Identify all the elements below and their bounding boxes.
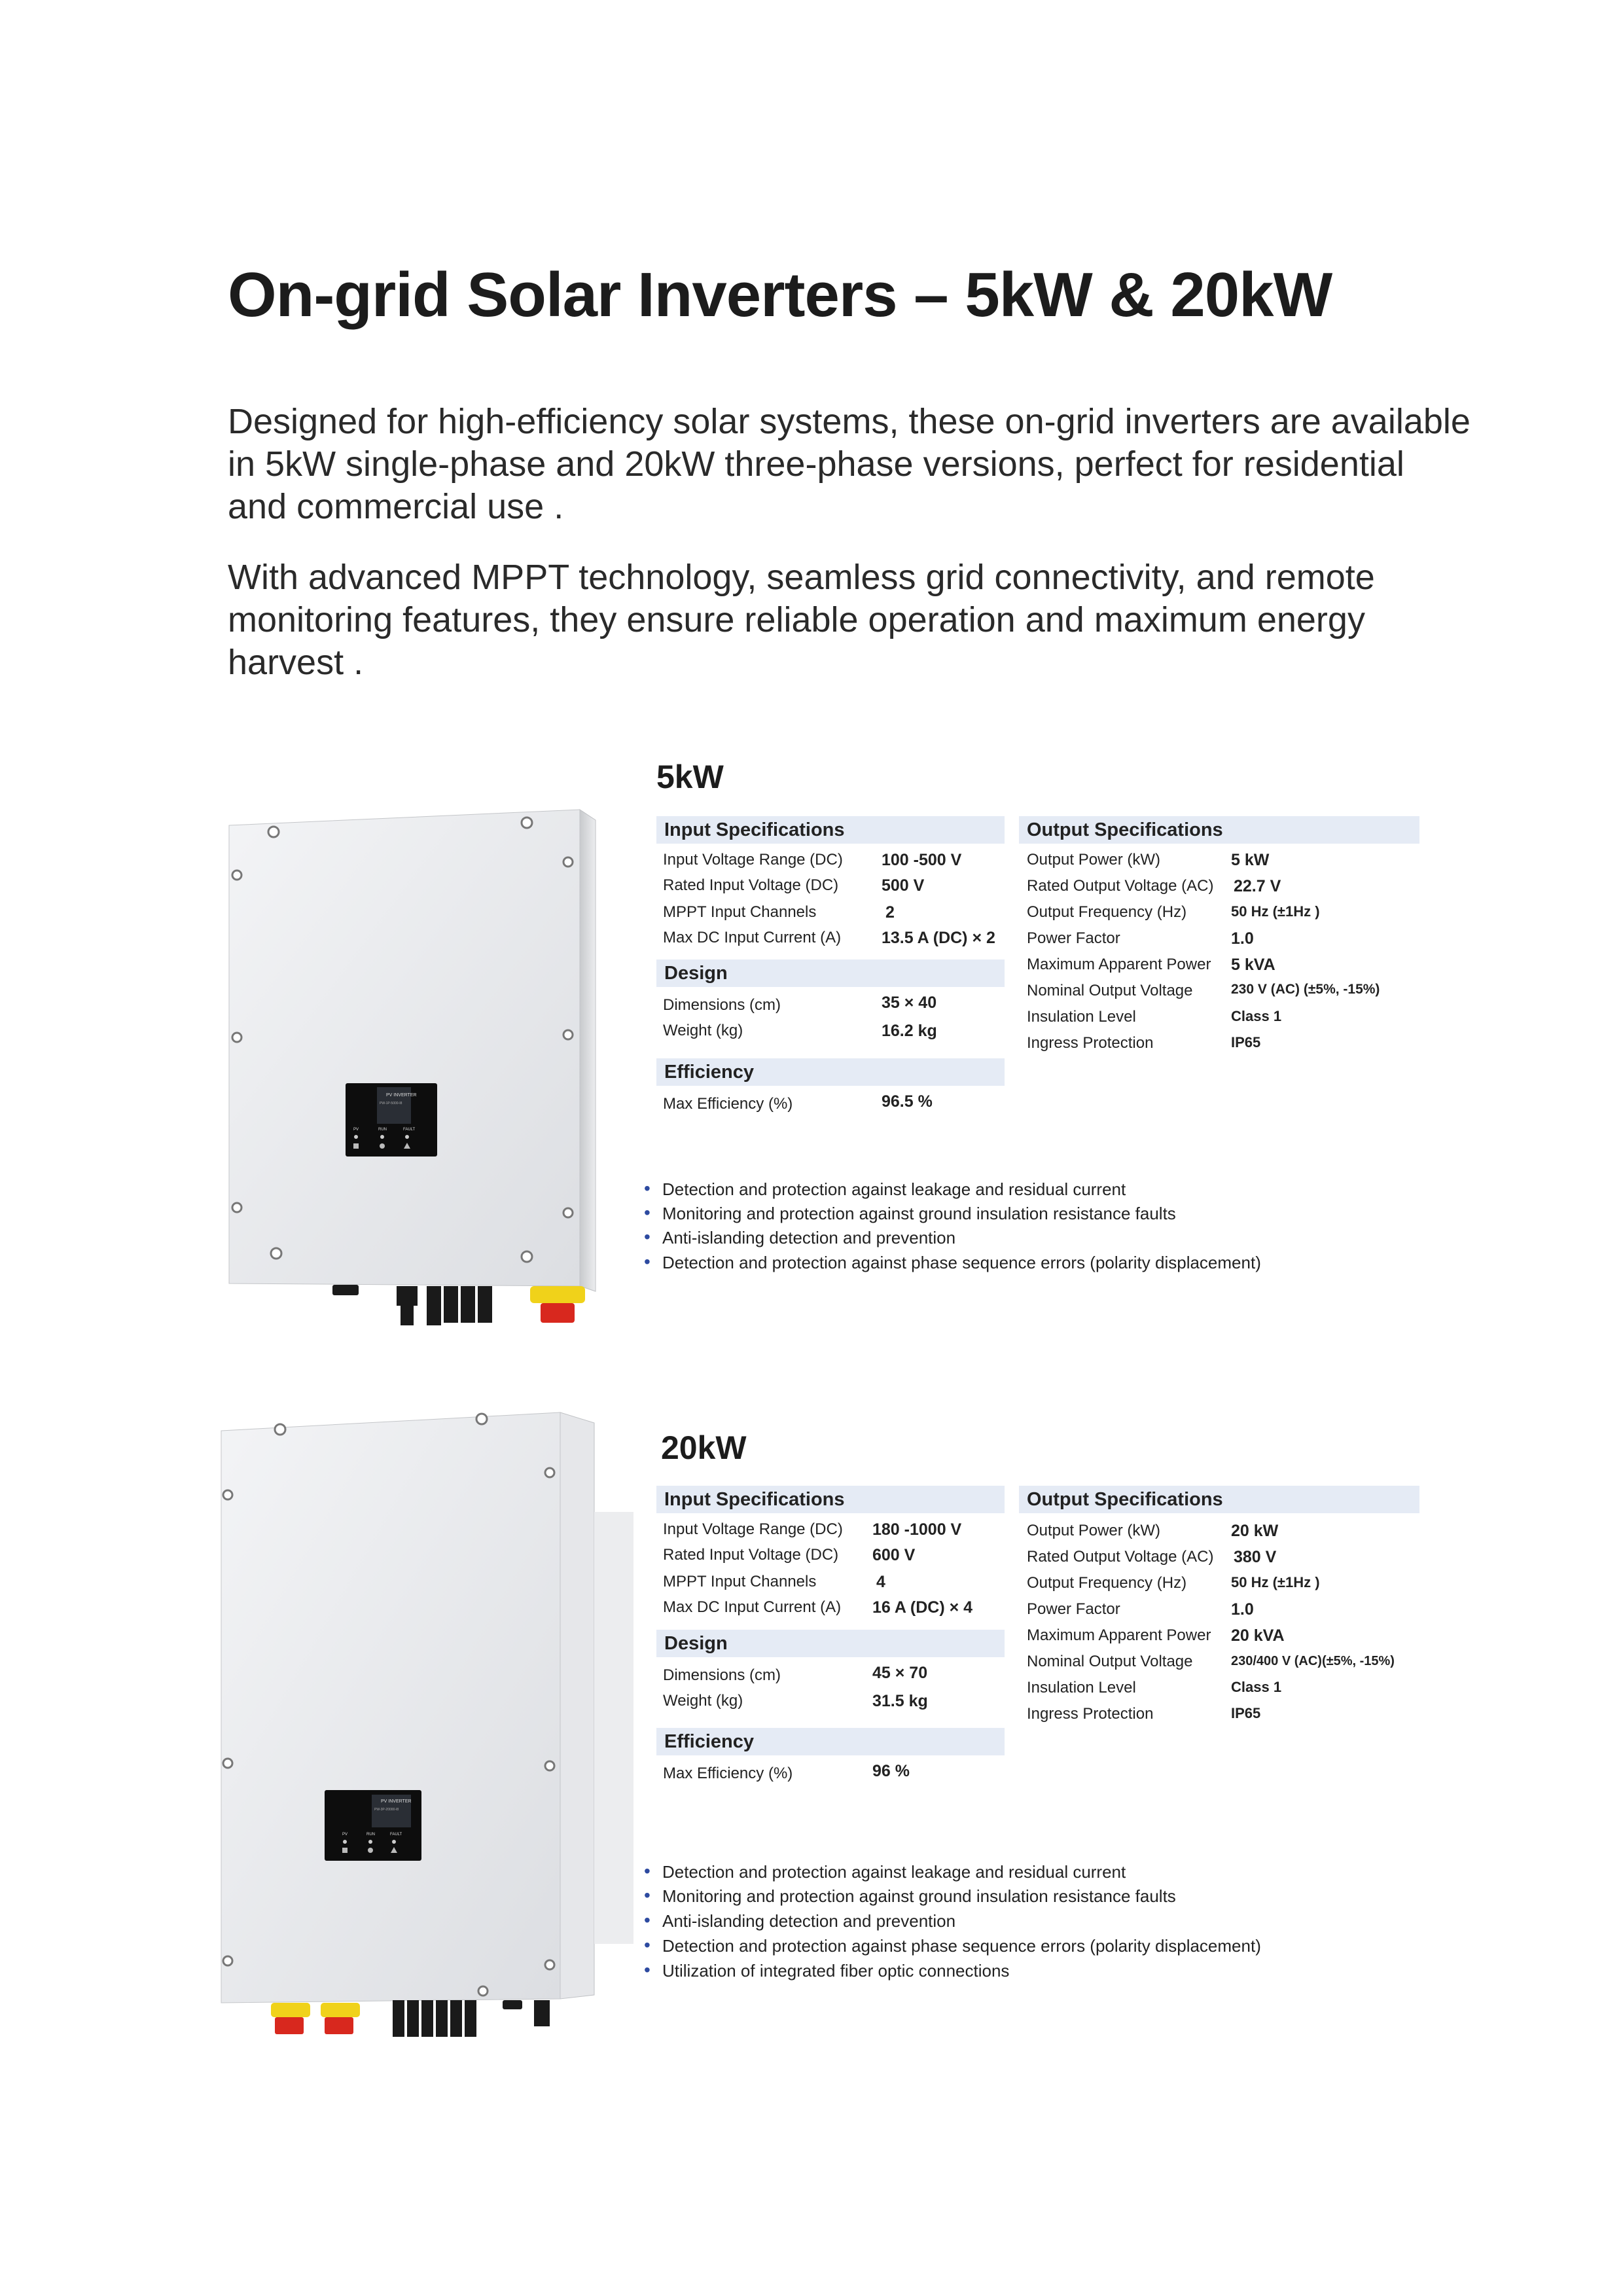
section-header-design: Design [656,1630,1005,1657]
section-header-efficiency: Efficiency [656,1058,1005,1086]
indicator-label-run: RUN [378,1128,387,1132]
device-screen-brand: PV INVERTER [386,1093,417,1098]
indicator-label-run: RUN [366,1833,375,1837]
device-screen-model: PW-1P-5000-I8 [380,1102,402,1105]
feature-item: • Detection and protection against phase sequence errors (polarity displacement) [662,1936,1261,1956]
inverter-5kw-image [223,802,654,1325]
indicator-label-pv: PV [342,1833,348,1837]
feature-item: • Anti-islanding detection and prevention [662,1228,955,1248]
inverter-20kw-image [215,1407,647,2049]
feature-item: • Detection and protection against phase sequence errors (polarity displacement) [662,1253,1261,1273]
section-header-output: Output Specifications [1019,816,1419,844]
feature-item: • Anti-islanding detection and prevention [662,1911,955,1931]
feature-item: • Monitoring and protection against ground insulation resistance faults [662,1886,1176,1907]
model-title-20kw: 20kW [661,1429,747,1466]
intro-paragraph: Designed for high-efficiency solar systems, these on-grid inverters are available in 5kW single-phase and 20kW three-phase versions, perfect for residential and commercial use . [228,402,1471,526]
section-header-output: Output Specifications [1019,1486,1419,1513]
section-header-design: Design [656,960,1005,987]
intro-paragraph: With advanced MPPT technology, seamless grid connectivity, and remote monitoring features, they ensure reliable operation and maximum energy harvest . [228,558,1375,682]
section-header-input: Input Specifications [656,1486,1005,1513]
section-header-input: Input Specifications [656,816,1005,844]
indicator-label-pv: PV [353,1128,359,1132]
feature-item: • Detection and protection against leakage and residual current [662,1179,1126,1200]
feature-item: • Detection and protection against leakage and residual current [662,1862,1126,1882]
device-screen-brand: PV INVERTER [381,1799,412,1804]
section-header-efficiency: Efficiency [656,1728,1005,1755]
indicator-label-fault: FAULT [390,1833,402,1837]
page-title: On-grid Solar Inverters – 5kW & 20kW [228,260,1332,330]
feature-item: • Utilization of integrated fiber optic connections [662,1961,1009,1981]
device-screen-model: PW-3P-20000-I8 [374,1808,399,1812]
model-title-5kw: 5kW [656,759,724,795]
indicator-label-fault: FAULT [403,1128,416,1132]
feature-item: • Monitoring and protection against ground insulation resistance faults [662,1204,1176,1224]
